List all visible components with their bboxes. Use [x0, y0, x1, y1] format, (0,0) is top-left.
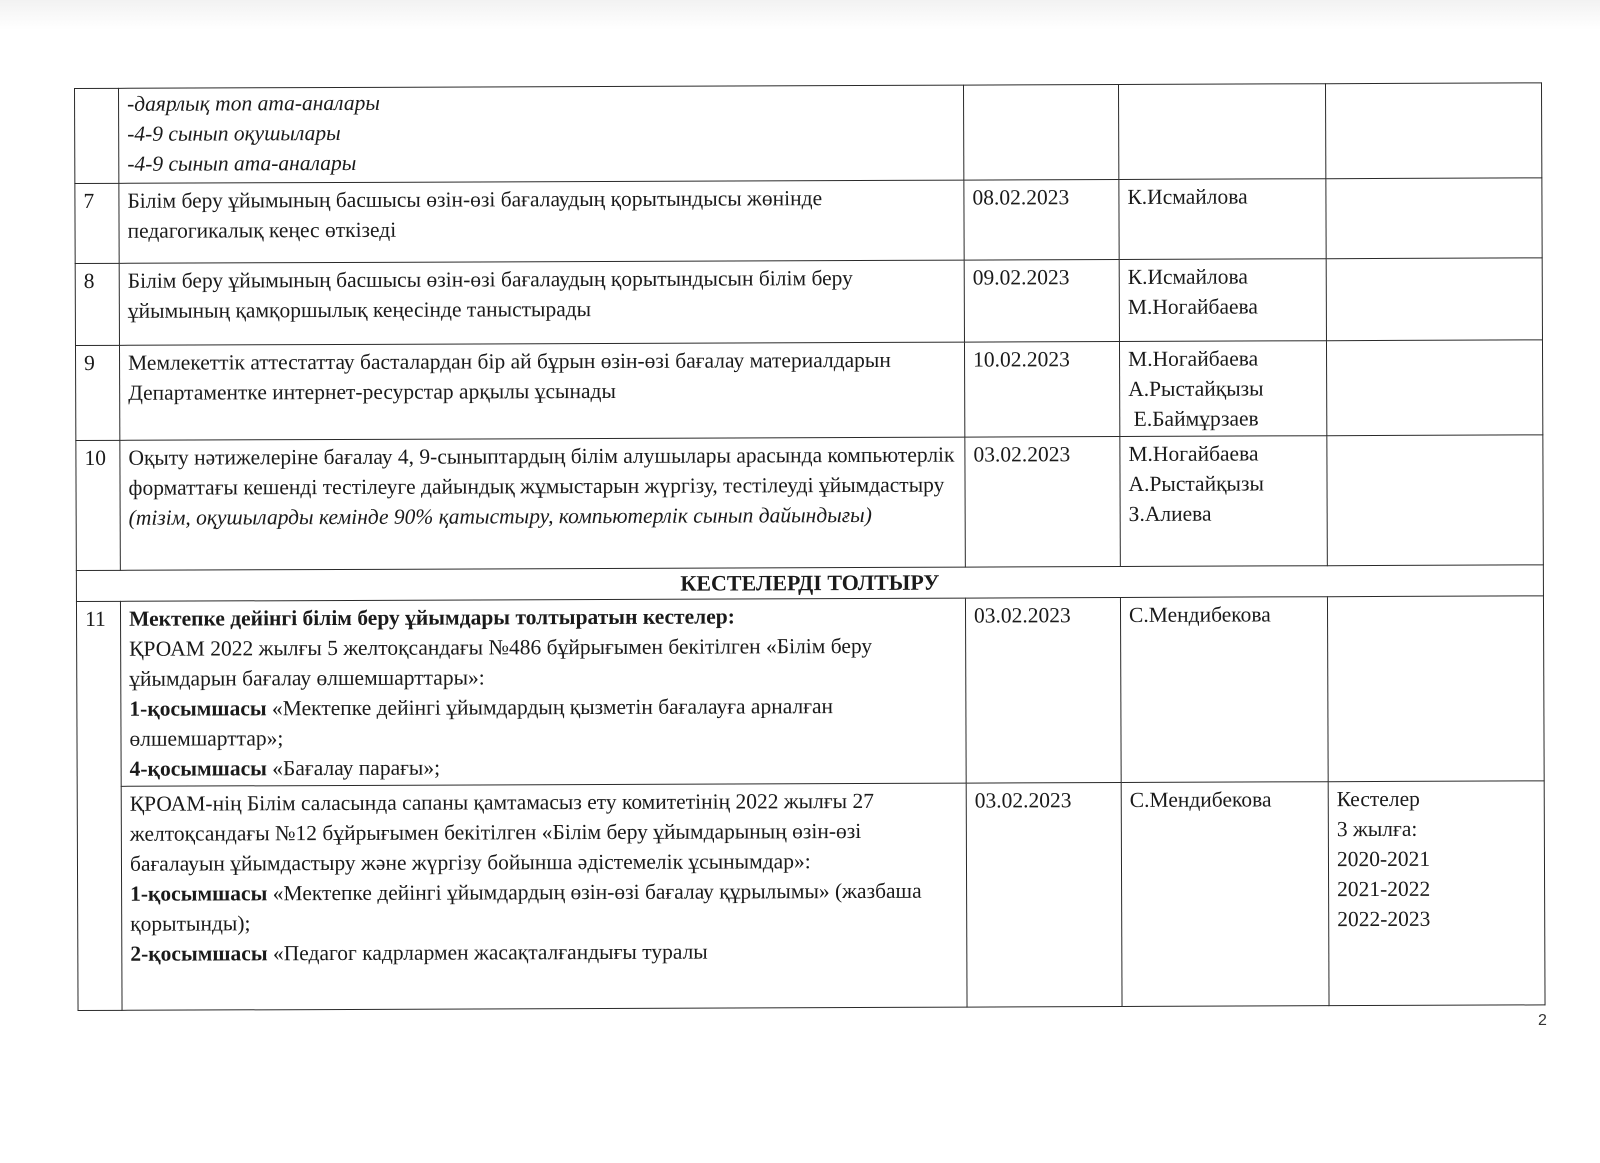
task-text	[120, 598, 966, 786]
task-text: Мемлекеттік аттестаттау басталардан бір ай бұрын өзін-өзі бағалау материалдарын Департаментке интернет-ресурстар арқылы ұсынады	[119, 342, 964, 440]
appendix-text: «Педагог кадрлармен жасақталғандығы туралы	[267, 939, 708, 966]
appendix-label: 2-қосымшасы	[130, 941, 268, 966]
appendix-text: «Мектепке дейінгі ұйымдардың өзін-өзі бағалау құрылымы» (жазбаша қорытынды);	[130, 878, 922, 936]
note-cell	[1326, 258, 1542, 341]
page-number: 2	[1538, 1012, 1547, 1029]
scan-top-shadow	[0, 0, 1600, 30]
table-row-continuation	[75, 83, 1542, 184]
note-line: 2020-2021	[1336, 846, 1431, 872]
responsible-person: А.Рыстайқызы	[1128, 376, 1264, 401]
cell-task	[119, 85, 964, 183]
task-text	[120, 437, 965, 570]
responsible-person: М.Ногайбаева	[1128, 346, 1259, 371]
list-item: -4-9 сынып ата-аналары	[127, 150, 357, 176]
responsible-cell: С.Мендибекова	[1120, 597, 1328, 783]
responsible-person: К.Исмайлова	[1127, 184, 1248, 209]
table-row	[77, 781, 1545, 1011]
task-note-text: (тізім, оқушыларды кемінде 90% қатыстыру, компьютерлік сынып дайындығы)	[128, 502, 872, 530]
cell-date	[963, 84, 1118, 180]
appendix-text: «Бағалау парағы»;	[266, 755, 441, 781]
date-cell: 03.02.2023	[965, 597, 1121, 783]
task-text: Білім беру ұйымының басшысы өзін-өзі бағалаудың қорытындысы жөнінде педагогикалық кеңес өткізеді	[119, 180, 964, 263]
plan-table	[74, 82, 1546, 1011]
note-line: 2022-2023	[1337, 906, 1431, 932]
appendix-text: «Мектепке дейінгі ұйымдардың қызметін бағалауға арналған өлшемшарттар»;	[129, 694, 834, 751]
table-row	[76, 435, 1543, 571]
note-line: 2021-2022	[1337, 876, 1431, 902]
date-cell: 09.02.2023	[964, 259, 1119, 342]
responsible-cell	[1119, 259, 1326, 342]
row-number: 7	[75, 183, 119, 263]
task-text-order: ҚРОАМ 2022 жылғы 5 желтоқсандағы №486 бұйрығымен бекітілген «Білім беру ұйымдарын бағалау өлшемшарттары»:	[129, 633, 873, 691]
date-cell: 03.02.2023	[966, 782, 1122, 1007]
responsible-cell: С.Мендибекова	[1121, 782, 1329, 1007]
appendix-label: 1-қосымшасы	[130, 881, 268, 906]
responsible-cell	[1119, 341, 1326, 437]
table-row	[75, 178, 1542, 264]
table-row	[76, 596, 1544, 787]
responsible-cell	[1120, 436, 1327, 567]
row-number: 11	[76, 601, 122, 1010]
row-number: 8	[75, 263, 119, 345]
note-cell	[1327, 435, 1543, 566]
responsible-person: М.Ногайбаева	[1127, 294, 1258, 319]
cell-num	[75, 88, 119, 183]
row-number: 10	[76, 440, 120, 570]
task-heading: Мектепке дейінгі білім беру ұйымдары толтыратын кестелер:	[128, 604, 735, 631]
task-main-text: Оқыту нәтижелеріне бағалау 4, 9-сыныптардың білім алушылары арасында компьютерлік форматтағы кешенді тестілеуге дайындық жұмыстарын жүргізу, тестілеуді ұйымдастыру	[128, 442, 955, 500]
date-cell: 10.02.2023	[964, 341, 1119, 437]
row-number: 9	[75, 345, 119, 440]
note-cell	[1326, 340, 1542, 436]
note-cell	[1328, 781, 1545, 1006]
table-row	[75, 258, 1542, 346]
note-cell	[1326, 178, 1542, 259]
appendix-label: 4-қосымшасы	[129, 756, 267, 781]
responsible-cell	[1119, 179, 1326, 260]
responsible-person: К.Исмайлова	[1127, 264, 1248, 289]
list-item: -даярлық топ ата-аналары	[127, 90, 380, 116]
list-item: -4-9 сынып оқушылары	[127, 120, 341, 146]
note-line: 3 жылға:	[1336, 816, 1418, 842]
responsible-person: М.Ногайбаева	[1128, 441, 1259, 466]
appendix-label: 1-қосымшасы	[129, 696, 267, 721]
table-row	[75, 340, 1542, 441]
task-text-order: ҚРОАМ-нің Білім саласында сапаны қамтамасыз ету комитетінің 2022 жылғы 27 желтоқсандағы №12 бұйрығымен бекітілген «Білім беру ұйымдарының өзін-өзі бағалауын ұйымдастыру және жүргізу бойынша әдістемелік ұсынымдар»:	[129, 788, 875, 876]
note-cell	[1327, 596, 1544, 782]
date-cell: 03.02.2023	[965, 436, 1120, 567]
date-cell: 08.02.2023	[964, 179, 1119, 260]
responsible-person: З.Алиева	[1128, 501, 1212, 526]
cell-note	[1325, 83, 1541, 179]
cell-responsible	[1118, 84, 1325, 180]
note-line: Кестелер	[1336, 786, 1420, 812]
responsible-person: А.Рыстайқызы	[1128, 471, 1264, 496]
section-title: КЕСТЕЛЕРДІ ТОЛТЫРУ	[76, 565, 1543, 602]
task-text	[121, 783, 967, 1010]
task-text: Білім беру ұйымының басшысы өзін-өзі бағалаудың қорытындысын білім беру ұйымының қамқоршылық кеңесінде таныстырады	[119, 260, 964, 345]
responsible-person: Е.Баймұрзаев	[1128, 406, 1259, 431]
